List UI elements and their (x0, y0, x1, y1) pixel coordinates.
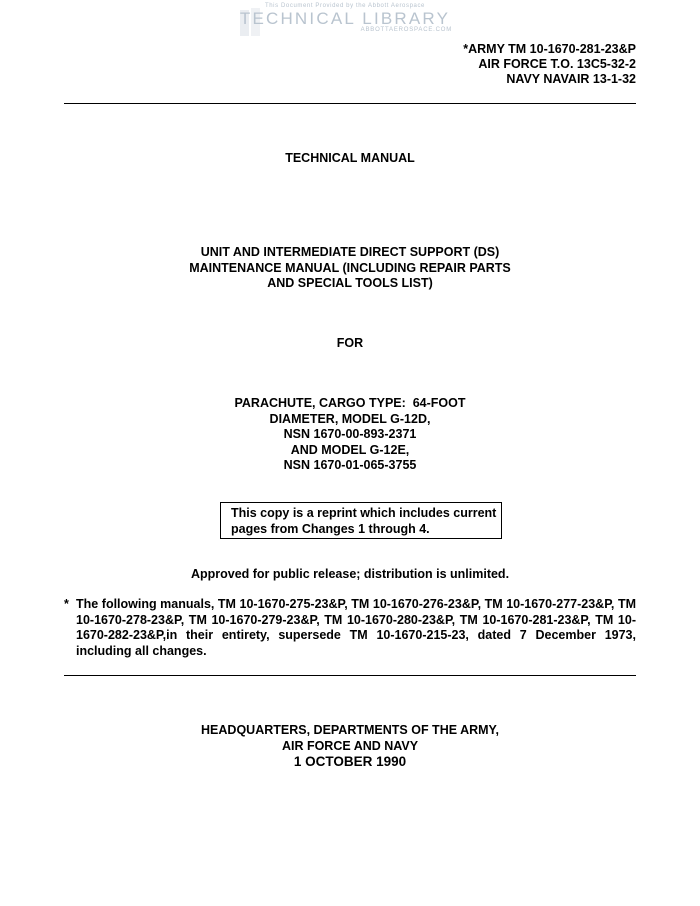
navy-navair-number: NAVY NAVAIR 13-1-32 (506, 72, 636, 86)
reprint-notice-line: pages from Changes 1 through 4. (231, 521, 430, 536)
manual-title (64, 245, 636, 292)
supersede-marker: * (64, 597, 69, 611)
equipment-line: PARACHUTE, CARGO TYPE: 64-FOOT (234, 396, 466, 410)
watermark-url: ABBOTTAEROSPACE.COM (360, 27, 452, 33)
air-force-to-number: AIR FORCE T.O. 13C5-32-2 (478, 57, 636, 71)
manual-title-line: MAINTENANCE MANUAL (INCLUDING REPAIR PARTS (189, 260, 511, 275)
equipment-line: NSN 1670-01-065-3755 (283, 458, 417, 472)
manual-title-line: AND SPECIAL TOOLS LIST) (267, 276, 433, 290)
distribution-statement: Approved for public release; distribution is unlimited. (190, 567, 510, 581)
for-label: FOR (336, 336, 364, 350)
equipment-line: DIAMETER, MODEL G-12D, (269, 411, 431, 426)
equipment-description (64, 396, 636, 474)
supersede-note (64, 597, 636, 659)
army-tm-number: *ARMY TM 10-1670-281-23&P (463, 42, 636, 56)
manual-title-line: UNIT AND INTERMEDIATE DIRECT SUPPORT (DS) (200, 245, 500, 259)
reprint-notice-box (220, 502, 502, 539)
manual-type: TECHNICAL MANUAL (285, 151, 415, 165)
document-identifiers (463, 42, 636, 87)
top-divider (64, 103, 636, 104)
reprint-notice-line: This copy is a reprint which includes current (231, 506, 497, 520)
watermark-top-line: This Document Provided by the Abbott Aerospace (264, 3, 425, 9)
watermark (238, 2, 452, 34)
headquarters-line: HEADQUARTERS, DEPARTMENTS OF THE ARMY, (201, 723, 499, 737)
watermark-title: TECHNICAL LIBRARY (239, 9, 451, 28)
headquarters (64, 723, 636, 770)
supersede-text: The following manuals, TM 10-1670-275-23&P, TM 10-1670-276-23&P, TM 10-1670-277-23&P, TM 10-1670-278-23&P, TM 10-1670-279-23&P, TM 10-1670-280-23&P, TM 10-1670-281-23&P, TM 10-1670-282-23&P,in their entirety, supersede TM 10-1670-215-23, dated 7 December 1973, including all changes. (76, 597, 636, 658)
equipment-line: NSN 1670-00-893-2371 (283, 427, 417, 441)
headquarters-line: AIR FORCE AND NAVY (281, 738, 419, 753)
equipment-line: AND MODEL G-12E, (290, 442, 410, 457)
bottom-divider (64, 675, 636, 676)
publication-date: 1 OCTOBER 1990 (293, 754, 407, 769)
